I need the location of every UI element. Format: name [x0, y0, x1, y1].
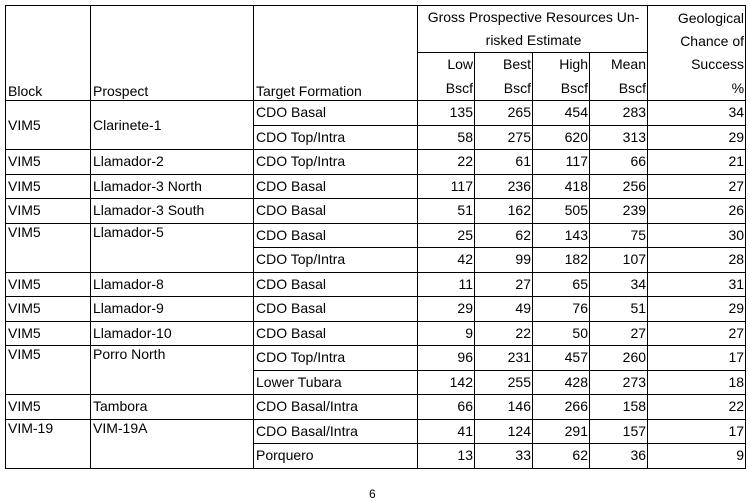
cell-best: 236 [475, 174, 533, 199]
header-high: High [533, 53, 590, 77]
cell-mean: 66 [590, 150, 648, 175]
cell-high: 457 [533, 346, 590, 371]
header-unit-high: Bscf [533, 77, 590, 101]
cell-gcos: 27 [648, 321, 746, 346]
cell-gcos: 17 [648, 419, 746, 444]
cell-high: 50 [533, 321, 590, 346]
cell-mean: 51 [590, 297, 648, 322]
cell-low: 13 [418, 444, 475, 469]
cell-gcos: 18 [648, 370, 746, 395]
cell-prospect: Llamador-3 South [91, 199, 254, 224]
cell-gcos: 29 [648, 125, 746, 150]
cell-prospect: Porro North [91, 346, 254, 395]
cell-mean: 36 [590, 444, 648, 469]
table-row [6, 199, 746, 224]
cell-gcos: 21 [648, 150, 746, 175]
table-row [6, 174, 746, 199]
cell-block: VIM5 [6, 101, 91, 150]
cell-block: VIM5 [6, 346, 91, 395]
cell-formation: CDO Top/Intra [254, 150, 418, 175]
cell-gcos: 30 [648, 223, 746, 248]
cell-prospect: Llamador-9 [91, 297, 254, 322]
cell-low: 9 [418, 321, 475, 346]
header-target-formation: Target Formation [254, 6, 418, 101]
table-row [6, 101, 746, 126]
table-row [6, 272, 746, 297]
cell-gcos: 28 [648, 248, 746, 273]
cell-best: 22 [475, 321, 533, 346]
prospective-resources-table [5, 5, 746, 469]
cell-gcos: 9 [648, 444, 746, 469]
cell-high: 505 [533, 199, 590, 224]
cell-best: 275 [475, 125, 533, 150]
cell-formation: CDO Basal [254, 223, 418, 248]
cell-mean: 34 [590, 272, 648, 297]
cell-best: 162 [475, 199, 533, 224]
cell-prospect: Tambora [91, 395, 254, 420]
cell-high: 76 [533, 297, 590, 322]
header-unit-mean: Bscf [590, 77, 648, 101]
cell-mean: 283 [590, 101, 648, 126]
cell-low: 11 [418, 272, 475, 297]
cell-block: VIM5 [6, 297, 91, 322]
cell-high: 65 [533, 272, 590, 297]
header-unit-low: Bscf [418, 77, 475, 101]
cell-formation: CDO Basal [254, 199, 418, 224]
header-mean: Mean [590, 53, 648, 77]
cell-formation: CDO Top/Intra [254, 346, 418, 371]
cell-formation: CDO Basal [254, 321, 418, 346]
cell-high: 454 [533, 101, 590, 126]
cell-best: 61 [475, 150, 533, 175]
cell-high: 266 [533, 395, 590, 420]
cell-high: 620 [533, 125, 590, 150]
cell-formation: CDO Basal [254, 297, 418, 322]
cell-low: 42 [418, 248, 475, 273]
cell-mean: 256 [590, 174, 648, 199]
cell-block: VIM5 [6, 199, 91, 224]
table-row [6, 150, 746, 175]
cell-high: 143 [533, 223, 590, 248]
cell-high: 182 [533, 248, 590, 273]
cell-mean: 157 [590, 419, 648, 444]
cell-best: 265 [475, 101, 533, 126]
cell-prospect: Llamador-5 [91, 223, 254, 272]
cell-block: VIM5 [6, 174, 91, 199]
header-unit-gcos: % [648, 77, 746, 101]
cell-formation: CDO Basal [254, 272, 418, 297]
cell-prospect: VIM-19A [91, 419, 254, 468]
header-prospect: Prospect [91, 6, 254, 101]
cell-best: 99 [475, 248, 533, 273]
cell-low: 66 [418, 395, 475, 420]
table-row [6, 346, 746, 371]
header-block: Block [6, 6, 91, 101]
cell-gcos: 17 [648, 346, 746, 371]
cell-gcos: 29 [648, 297, 746, 322]
cell-best: 49 [475, 297, 533, 322]
cell-best: 124 [475, 419, 533, 444]
cell-block: VIM5 [6, 150, 91, 175]
cell-formation: CDO Top/Intra [254, 248, 418, 273]
header-geological-chance: Geological Chance of Success [648, 6, 746, 77]
cell-high: 117 [533, 150, 590, 175]
cell-prospect: Llamador-10 [91, 321, 254, 346]
cell-block: VIM-19 [6, 419, 91, 468]
cell-mean: 313 [590, 125, 648, 150]
cell-high: 428 [533, 370, 590, 395]
cell-low: 51 [418, 199, 475, 224]
cell-best: 27 [475, 272, 533, 297]
cell-best: 146 [475, 395, 533, 420]
cell-formation: Lower Tubara [254, 370, 418, 395]
table-row [6, 395, 746, 420]
cell-low: 117 [418, 174, 475, 199]
cell-prospect: Llamador-8 [91, 272, 254, 297]
cell-low: 41 [418, 419, 475, 444]
cell-block: VIM5 [6, 321, 91, 346]
cell-formation: CDO Top/Intra [254, 125, 418, 150]
cell-mean: 273 [590, 370, 648, 395]
cell-best: 231 [475, 346, 533, 371]
cell-high: 418 [533, 174, 590, 199]
cell-mean: 107 [590, 248, 648, 273]
cell-formation: CDO Basal/Intra [254, 395, 418, 420]
cell-gcos: 27 [648, 174, 746, 199]
cell-formation: CDO Basal [254, 101, 418, 126]
cell-best: 255 [475, 370, 533, 395]
cell-gcos: 22 [648, 395, 746, 420]
cell-low: 135 [418, 101, 475, 126]
cell-prospect: Llamador-2 [91, 150, 254, 175]
header-low: Low [418, 53, 475, 77]
cell-mean: 27 [590, 321, 648, 346]
cell-block: VIM5 [6, 223, 91, 272]
cell-low: 22 [418, 150, 475, 175]
cell-prospect: Llamador-3 North [91, 174, 254, 199]
cell-low: 142 [418, 370, 475, 395]
cell-low: 58 [418, 125, 475, 150]
table-row [6, 297, 746, 322]
cell-low: 25 [418, 223, 475, 248]
cell-low: 29 [418, 297, 475, 322]
cell-formation: Porquero [254, 444, 418, 469]
cell-mean: 260 [590, 346, 648, 371]
header-best: Best [475, 53, 533, 77]
cell-prospect: Clarinete-1 [91, 101, 254, 150]
header-unit-best: Bscf [475, 77, 533, 101]
cell-gcos: 31 [648, 272, 746, 297]
table-row [6, 321, 746, 346]
cell-formation: CDO Basal/Intra [254, 419, 418, 444]
cell-mean: 158 [590, 395, 648, 420]
cell-gcos: 26 [648, 199, 746, 224]
page-number: 6 [369, 487, 376, 501]
cell-best: 33 [475, 444, 533, 469]
table-row [6, 419, 746, 444]
cell-block: VIM5 [6, 272, 91, 297]
cell-mean: 239 [590, 199, 648, 224]
cell-high: 62 [533, 444, 590, 469]
table-row [6, 223, 746, 248]
cell-best: 62 [475, 223, 533, 248]
cell-low: 96 [418, 346, 475, 371]
header-gross-resources: Gross Prospective Resources Un-risked Estimate [418, 6, 648, 53]
cell-mean: 75 [590, 223, 648, 248]
cell-high: 291 [533, 419, 590, 444]
cell-block: VIM5 [6, 395, 91, 420]
cell-formation: CDO Basal [254, 174, 418, 199]
cell-gcos: 34 [648, 101, 746, 126]
